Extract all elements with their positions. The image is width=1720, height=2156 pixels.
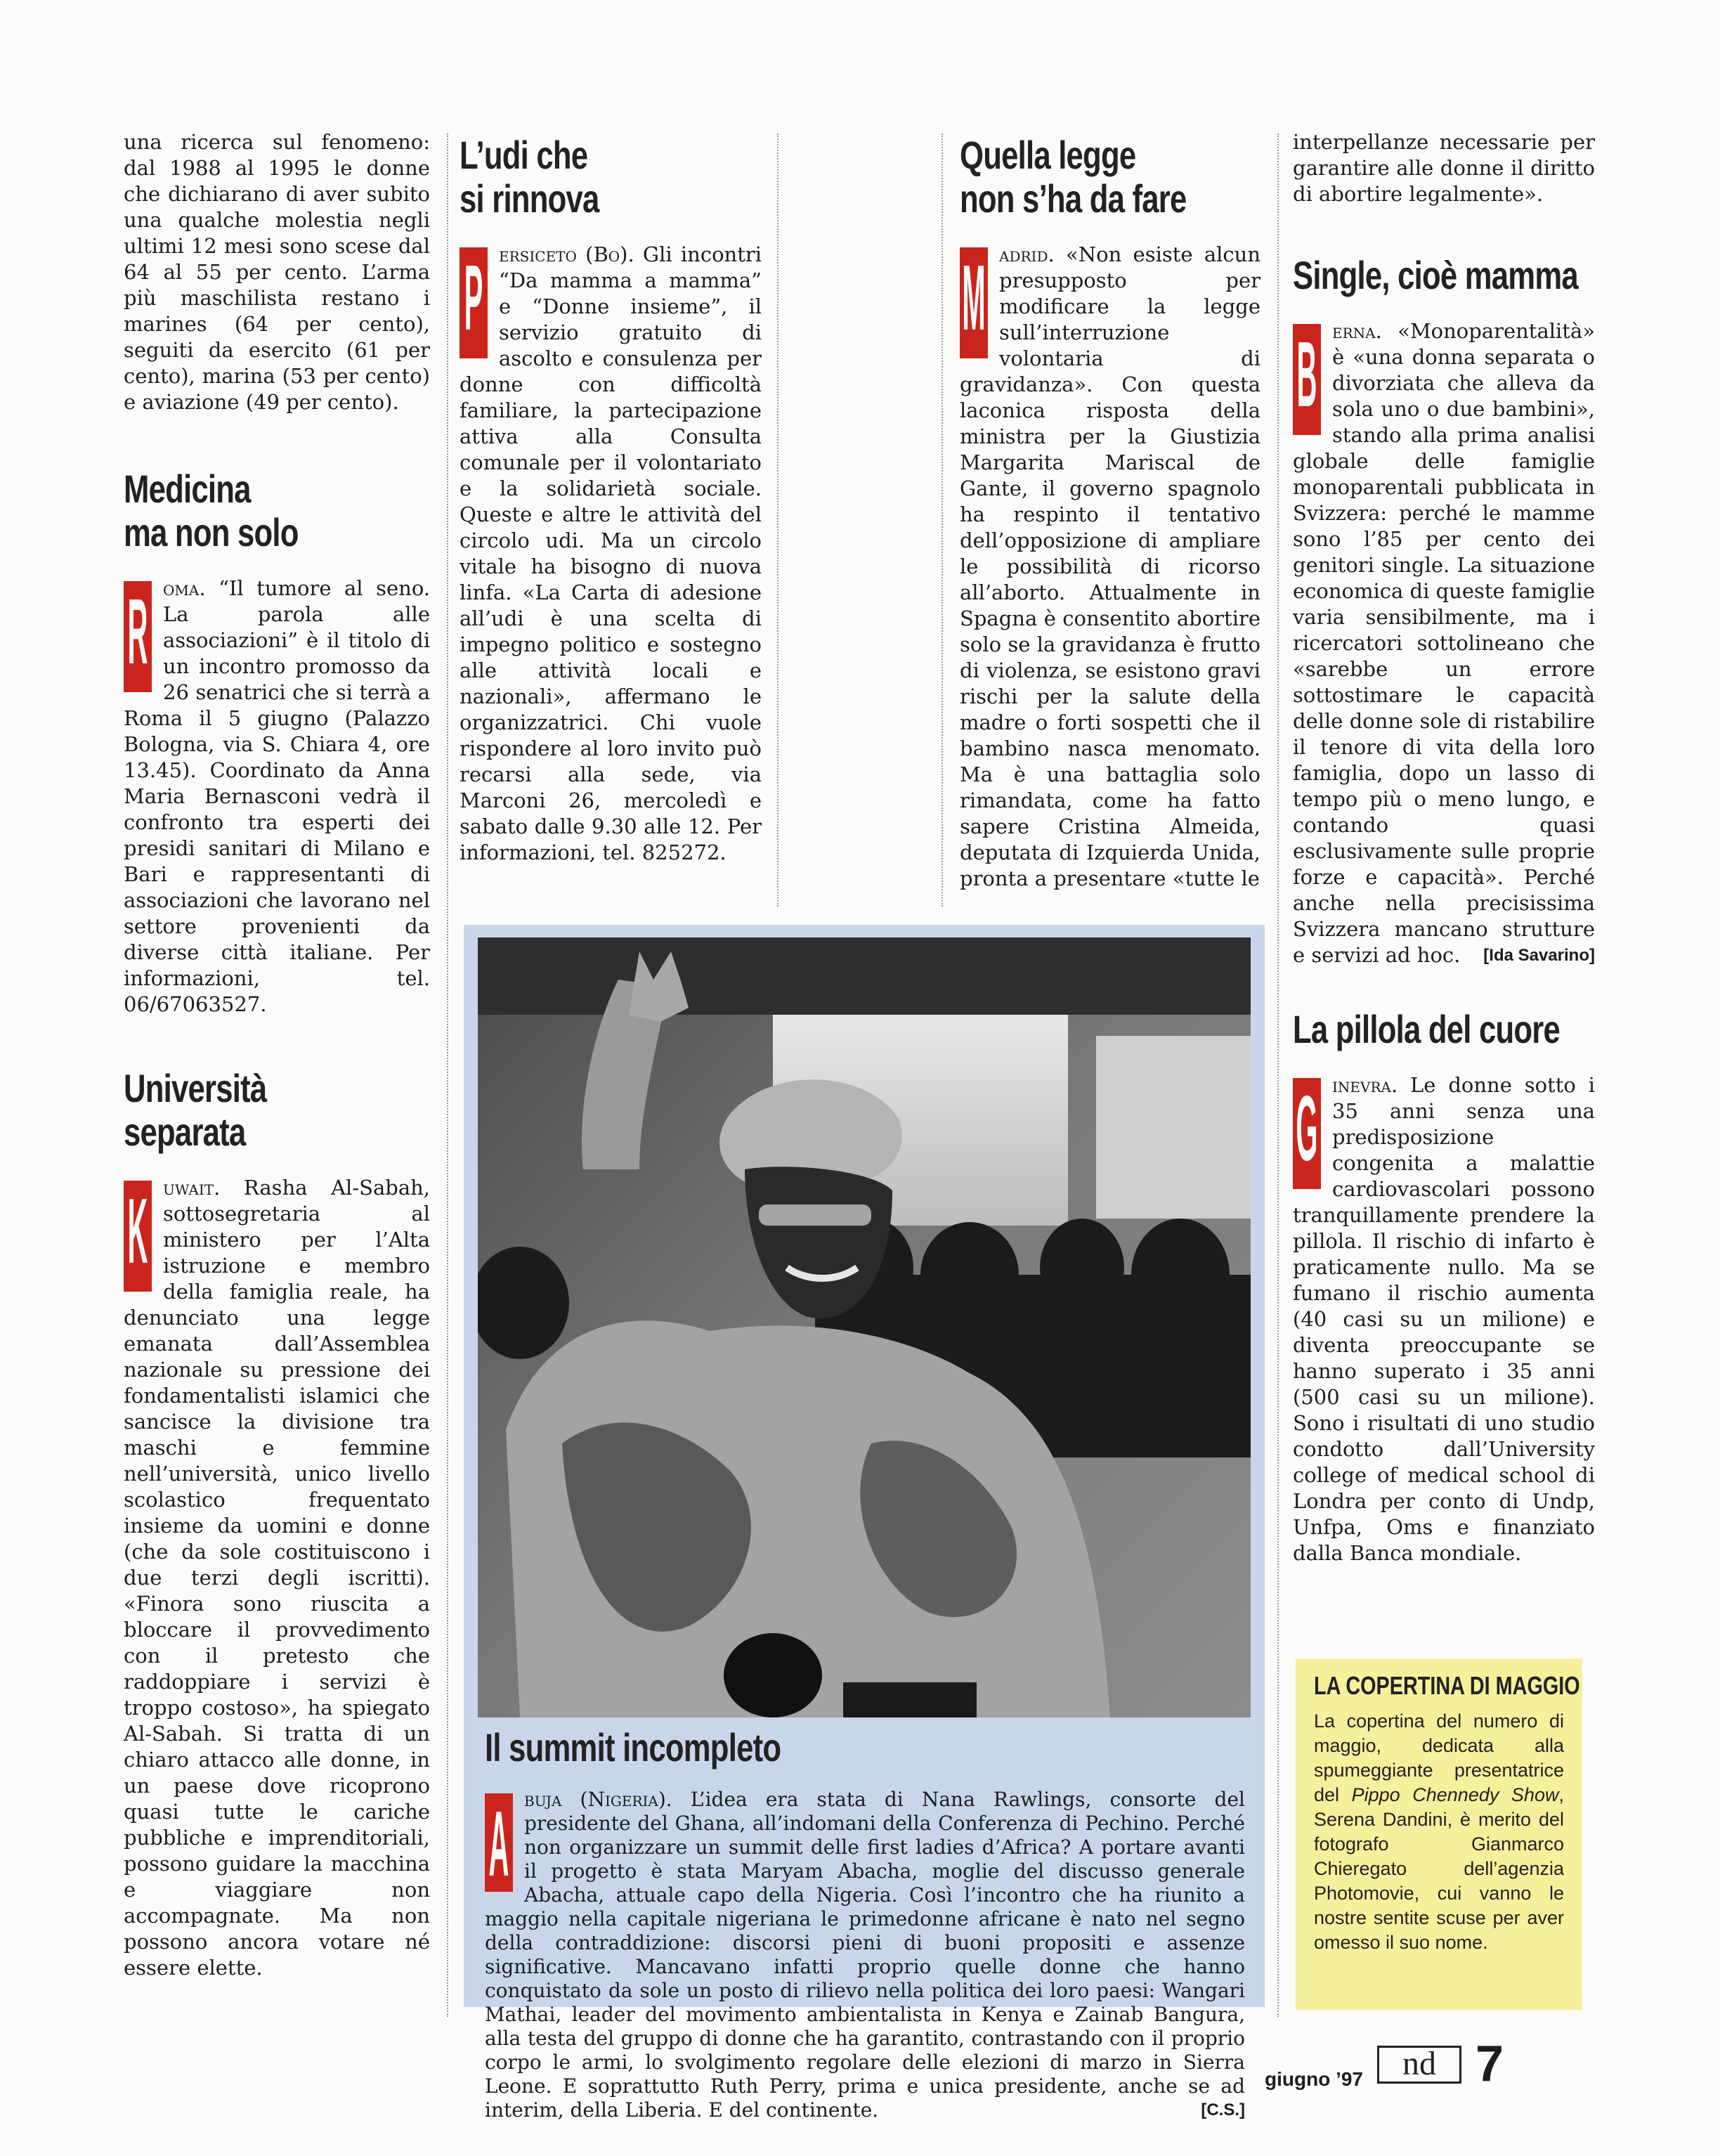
column-4: [1293, 129, 1595, 1566]
column-divider: [777, 134, 778, 907]
headline: Quella legge non s’ha da fare: [960, 133, 1187, 221]
issue-date: giugno ’97: [1265, 2068, 1363, 2090]
article-body: B erna. «Monoparentalità» è «una donna separata o divorziata che alleva da sola uno o due bambini», stando alla prima analisi globale delle famiglie monoparentali pubblicata in Svizzera: perché le mamme sono l’85 per cento dei genitori single. La situazione economica di queste famiglie varia sensibilmente, ma i ricercatori sottolineano che «sarebbe un errore sottostimare le capacità delle donne sole di ristabilire il tenore di vita della loro famiglia, dopo un lasso di tempo più o meno lungo, e contando quasi esclusivamente sulle proprie forze e capacità». Perché anche nella precisissima Svizzera mancano strutture e servizi ad hoc. [Ida Savarino]: [1293, 319, 1595, 967]
continued-text: una ricerca sul fenomeno: dal 1988 al 1995 le donne che dichiarano di aver subito una qualche molestia negli ultimi 12 mesi sono scese dal 64 al 55 per cento. L’arma più maschilista restano i marines (64 per cento), seguiti da esercito (61 per cento), marina (53 per cento) e aviazione (49 per cento).: [124, 130, 430, 414]
article-body: M adrid. «Non esiste alcun presupposto per modificare la legge sull’interruzione volontaria di gravidanza». Con questa laconica risposta della ministra per la Giustizia Margarita Mariscal de Gante, il governo spagnolo ha respinto il tentativo dell’opposizione di ampliare le possibilità di ricorso all’aborto. Attualmente in Spagna è consentito abortire solo se la gravidanza è frutto di violenza, se esistono gravi rischi per la salute della madre o forti sospetti che il bambino nasca menomato. Ma è una battaglia solo rimandata, come ha fatto sapere Cristina Almeida, deputata di Izquierda Unida, pronta a presentare «tutte le: [960, 242, 1261, 890]
headline: Università separata: [124, 1066, 267, 1154]
article-udi: [460, 134, 762, 866]
headline: L’udi che si rinnova: [460, 133, 599, 221]
article-legge: [960, 134, 1260, 892]
article-body: G inevra. Le donne sotto i 35 anni senza una predisposizione congenita a malattie cardiovascolari possono tranquillamente prendere la pillola. Il rischio di infarto è praticamente nullo. Ma se fumano il rischio aumenta (40 casi su un milione) e diventa preoccupante se hanno superato i 35 anni (500 casi su un milione). Sono i risultati di uno studio condotto dall’University college of medical school di Londra per conto di Undp, Unfpa, Oms e finanziato dalla Banca mondiale.: [1293, 1073, 1596, 1565]
dateline: ersiceto (Bo).: [499, 242, 634, 266]
drop-cap: M: [960, 247, 988, 358]
note-text: La copertina del numero di maggio, dedicata alla spumeggiante presentatrice del Pippo Chennedy Show, Serena Dandini, è merito del fotografo Gianmarco Chieregato dell’agenzia Photomovie, cui vanno le nostre sentite scuse per aver omesso il suo nome.: [1314, 1710, 1564, 1953]
article-single: [1293, 254, 1595, 968]
author-signature: [C.S.]: [1201, 2100, 1245, 2119]
magazine-logo: nd: [1377, 2046, 1461, 2084]
headline: Medicina ma non solo: [124, 467, 299, 554]
article-body: P ersiceto (Bo). Gli incontri “Da mamma a mamma” e “Donne insieme”, il servizio gratuito di ascolto e consulenza per donne con difficoltà familiare, la partecipazione attiva alla Consulta comunale per il volontariato e la solidarietà sociale. Queste e altre le attività del circolo udi. Ma un circolo vitale ha bisogno di nuova linfa. «La Carta di adesione all’udi è una scelta di impegno politico e sostegno alle attività locali e nazionali», affermano le organizzatrici. Chi vuole rispondere al loro invito può recarsi alla sede, via Marconi 26, mercoledì e sabato dalle 9.30 alle 12. Per informazioni, tel. 825272.: [460, 242, 762, 864]
drop-cap: K: [124, 1181, 152, 1292]
dateline: inevra.: [1332, 1073, 1398, 1097]
cover-note-box: [1296, 1658, 1582, 2010]
dateline: buja (Nigeria).: [524, 1788, 672, 1811]
column-divider: [447, 134, 448, 2017]
continued-text: interpellanze necessarie per garantire alle donne il diritto di abortire legalmente».: [1293, 130, 1595, 206]
page-number: 7: [1475, 2036, 1504, 2092]
summit-panel: [464, 925, 1265, 2122]
dateline: erna.: [1332, 319, 1382, 343]
column-divider: [942, 134, 943, 907]
dateline: adrid.: [999, 242, 1055, 266]
column-3: [960, 134, 1260, 892]
drop-cap: G: [1293, 1078, 1321, 1189]
drop-cap: B: [1293, 324, 1321, 435]
drop-cap: P: [460, 247, 488, 358]
page-footer: [1265, 2036, 1616, 2098]
article-body: A buja (Nigeria). L’idea era stata di Nana Rawlings, consorte del presidente del Ghana, all’indomani della Conferenza di Pechino. Perché non organizzare un summit delle first ladies d’Africa? A portare avanti il progetto è stata Maryam Abacha, moglie del discusso generale Abacha, attuale capo della Nigeria. Così l’incontro che ha riunito a maggio nella capitale nigeriana le primedonne africane è nato nel segno della contraddizione: discorsi pieni di buoni propositi e assenze significative. Mancavano infatti proprio quelle donne che hanno conquistato da sole un posto di rilievo nella politica dei loro paesi: Wangari Mathai, leader del movimento ambientalista in Kenya e Zainab Bangura, alla testa del gruppo di donne che ha garantito, contrastando con il proprio corpo le armi, lo svolgimento regolare delle elezioni di marzo in Sierra Leone. E soprattutto Ruth Perry, prima e unica presidente, anche se ad interim, della Liberia. E del continente. [C.S.]: [485, 1788, 1245, 2122]
headline: Il summit incompleto: [485, 1725, 781, 1769]
dateline: uwait.: [163, 1176, 221, 1200]
article-summit: [485, 1726, 1245, 2122]
photo-illustration: [478, 937, 1251, 1717]
headline: La pillola del cuore: [1293, 1007, 1561, 1051]
column-2: [460, 134, 762, 866]
article-medicina: [124, 467, 430, 1018]
author-signature: [Ida Savarino]: [1483, 946, 1595, 965]
column-divider: [1277, 134, 1279, 2017]
drop-cap: R: [124, 581, 152, 692]
show-title: Pippo Chennedy Show: [1351, 1784, 1559, 1805]
article-body: K uwait. Rasha Al-Sabah, sottosegretaria al ministero per l’Alta istruzione e membro della famiglia reale, ha denunciato una legge emanata dall’Assemblea nazionale su pressione dei fondamentalisti islamici che sancisce la divisione tra maschi e femmine nell’università, unico livello scolastico frequentato insieme da uomini e donne (che da sole costituiscono i due terzi degli iscritti). «Finora sono riuscita a bloccare il provvedimento con il pretesto che raddoppiare i servizi è troppo costoso», ha spiegato Al-Sabah. Si tratta di un chiaro attacco alle donne, in un paese dove ricoprono quasi tutte le cariche pubbliche e imprenditoriali, possono guidare la macchina e viaggiare non accompagnate. Ma non possono ancora votare né essere elette.: [124, 1176, 431, 1980]
note-title: LA COPERTINA DI MAGGIO: [1314, 1671, 1580, 1700]
article-universita: [124, 1067, 430, 1981]
article-body: R oma. “Il tumore al seno. La parola alle associazioni” è il titolo di un incontro promosso da 26 senatrici che si terrà a Roma il 5 giugno (Palazzo Bologna, via S. Chiara 4, ore 13.45). Coordinato da Anna Maria Bernasconi vedrà il confronto tra esperti dei presidi sanitari di Milano e Bari e rappresentanti di associazioni che lavorano nel settore provenienti da diverse città italiane. Per informazioni, tel. 06/67063527.: [124, 576, 430, 1016]
article-pillola: [1293, 1008, 1595, 1566]
dateline: oma.: [163, 576, 206, 600]
column-1: [124, 129, 430, 1981]
news-photo: [478, 937, 1251, 1717]
drop-cap: A: [485, 1793, 513, 1892]
headline: Single, cioè mamma: [1293, 253, 1578, 297]
